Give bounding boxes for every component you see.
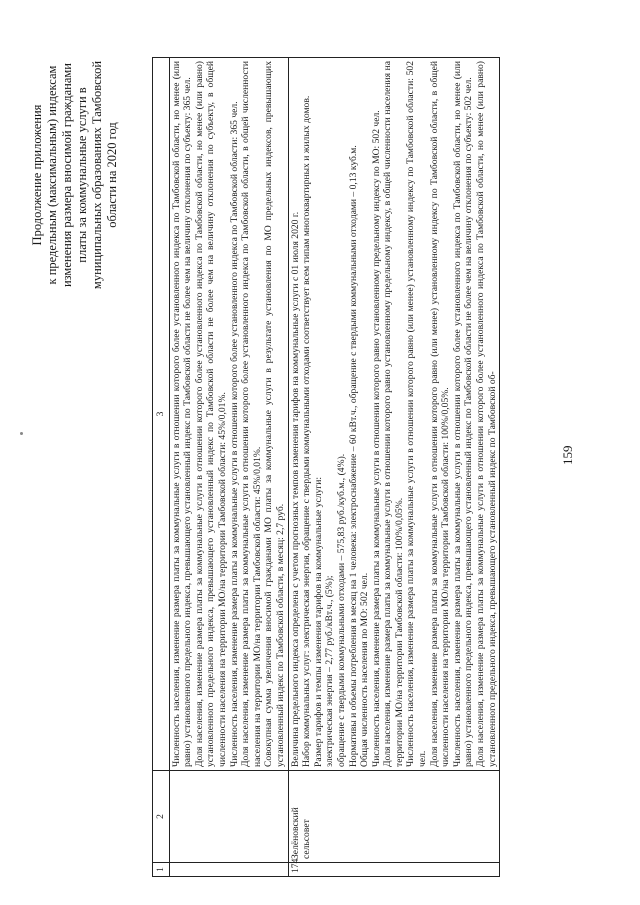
paragraph: электрическая энергия – 2,77 руб./кВт.ч., (5%); xyxy=(324,575,336,767)
heading-line: изменения размера вносимой гражданами xyxy=(60,63,74,288)
paragraph: Размер тарифов и темпы изменения тарифов на коммунальные услуги: xyxy=(312,476,324,767)
municipality-cell xyxy=(169,771,288,863)
paragraph: Доля населения, изменение размера платы за коммунальные услуги в отношении которого более установленного индекса по Тамбовской области, в общей численности населения на территории МО/на территории Тамбовской области: 45%/0,01%. xyxy=(240,61,263,767)
paragraph: Величина предельного индекса определена с учетом прогнозных темпов изменения тарифов на коммунальные услуги с 01 июля 2020 г. xyxy=(289,211,301,767)
table-row xyxy=(288,58,500,877)
paragraph: Совокупная сумма увеличения вносимой гражданами МО платы за коммунальные услуги в результате установления по МО предельных индексов, превышающих установленный индекс по Тамбовской области, в месяц: 2,7 руб. xyxy=(263,61,286,767)
paragraph: Нормативы и объемы потребления в месяц на 1 человека: электроснабжение – 60 кВт.ч., обращение с твердыми коммунальными отходами – 0,13 куб.м. xyxy=(347,145,359,767)
heading-line: области на 2020 год xyxy=(105,122,119,228)
row-number-cell xyxy=(169,863,288,877)
heading-line: к предельным (максимальным) индексам xyxy=(45,65,59,285)
table-row xyxy=(169,58,288,877)
paragraph: Численность населения, изменение размера платы за коммунальные услуги в отношении которого равно установленному предельному индексу по МО: 502 чел. xyxy=(370,110,382,767)
description-cell xyxy=(169,58,288,771)
paragraph: Общая численность населения по МО: 502 чел. xyxy=(359,572,371,767)
scan-speck xyxy=(20,432,23,435)
heading-line: платы за коммунальные услуги в xyxy=(75,87,89,263)
description-cell xyxy=(288,58,500,771)
page-number: 159 xyxy=(560,445,575,465)
municipality-cell: Зелёновский сельсовет xyxy=(288,771,500,863)
paragraph: Численность населения, изменение размера платы за коммунальные услуги в отношении которого равно (или менее) установленному индексу по Тамбовской области: 502 чел. xyxy=(405,61,429,767)
indices-table xyxy=(152,57,500,877)
paragraph: обращение с твердыми коммунальными отходами – 575,83 руб./куб.м., (4%). xyxy=(335,453,347,767)
column-header: 3 xyxy=(153,58,170,771)
table-header-row xyxy=(153,58,170,877)
paragraph: Доля населения, изменение размера платы за коммунальные услуги в отношении которого более установленного индекса по Тамбовской области, но менее (или равно) установленного предельного индекса, превышающего установленный индекс по Тамбовской об- xyxy=(475,61,498,767)
column-header: 2 xyxy=(153,771,170,863)
row-number-cell: 174 xyxy=(288,863,500,877)
heading-line: Продолжение приложения xyxy=(30,104,44,246)
paragraph: Доля населения, изменение размера платы за коммунальные услуги в отношении которого равно (или менее) установленному индексу по Тамбовской области, в общей численности населения на территории МО/на территории Тамбовской области: 100%/0,05%. xyxy=(428,61,452,767)
paragraph: Доля населения, изменение размера платы за коммунальные услуги в отношении которого равно установленному предельному индексу, в общей численности населения на территории МО/на территории Тамбовской области: 100%/0,05%. xyxy=(382,61,405,767)
paragraph: Численность населения, изменение размера платы за коммунальные услуги в отношении которого более установленного индекса по Тамбовской области, но менее (или равно) установленного предельного индекса, превышающего установленный индекс по Тамбовской области не более чем на величину отклонения по субъекту: 365 чел. xyxy=(170,61,194,767)
column-header: 1 xyxy=(153,863,170,877)
paragraph: Численность населения, изменение размера платы за коммунальные услуги в отношении которого более установленного индекса по Тамбовской области, но менее (или равно) установленного предельного индекса, превышающего установленный индекс по Тамбовской области не более чем на величину отклонения по субъекту: 502 чел. xyxy=(451,61,475,767)
paragraph: Доля населения, изменение размера платы за коммунальные услуги в отношении которого более установленного индекса по Тамбовской области, но менее (или равно) установленного предельного индекса, превышающего установленный индекс по Тамбовской области не более чем на величину отклонения по субъекту, в общей численности населения на территории МО/на территории Тамбовской области: 45%/0,01%. xyxy=(193,61,228,767)
heading-line: муниципальных образованиях Тамбовской xyxy=(90,60,104,290)
appendix-heading xyxy=(30,35,120,315)
paragraph: Набор коммунальных услуг: электрическая энергия, обращение с твердыми коммунальными отходами соответствует всем типам многоквартирных и жилых домов. xyxy=(301,95,313,767)
paragraph: Численность населения, изменение размера платы за коммунальные услуги в отношении которого более установленного индекса по Тамбовской области: 365 чел. xyxy=(228,101,240,767)
